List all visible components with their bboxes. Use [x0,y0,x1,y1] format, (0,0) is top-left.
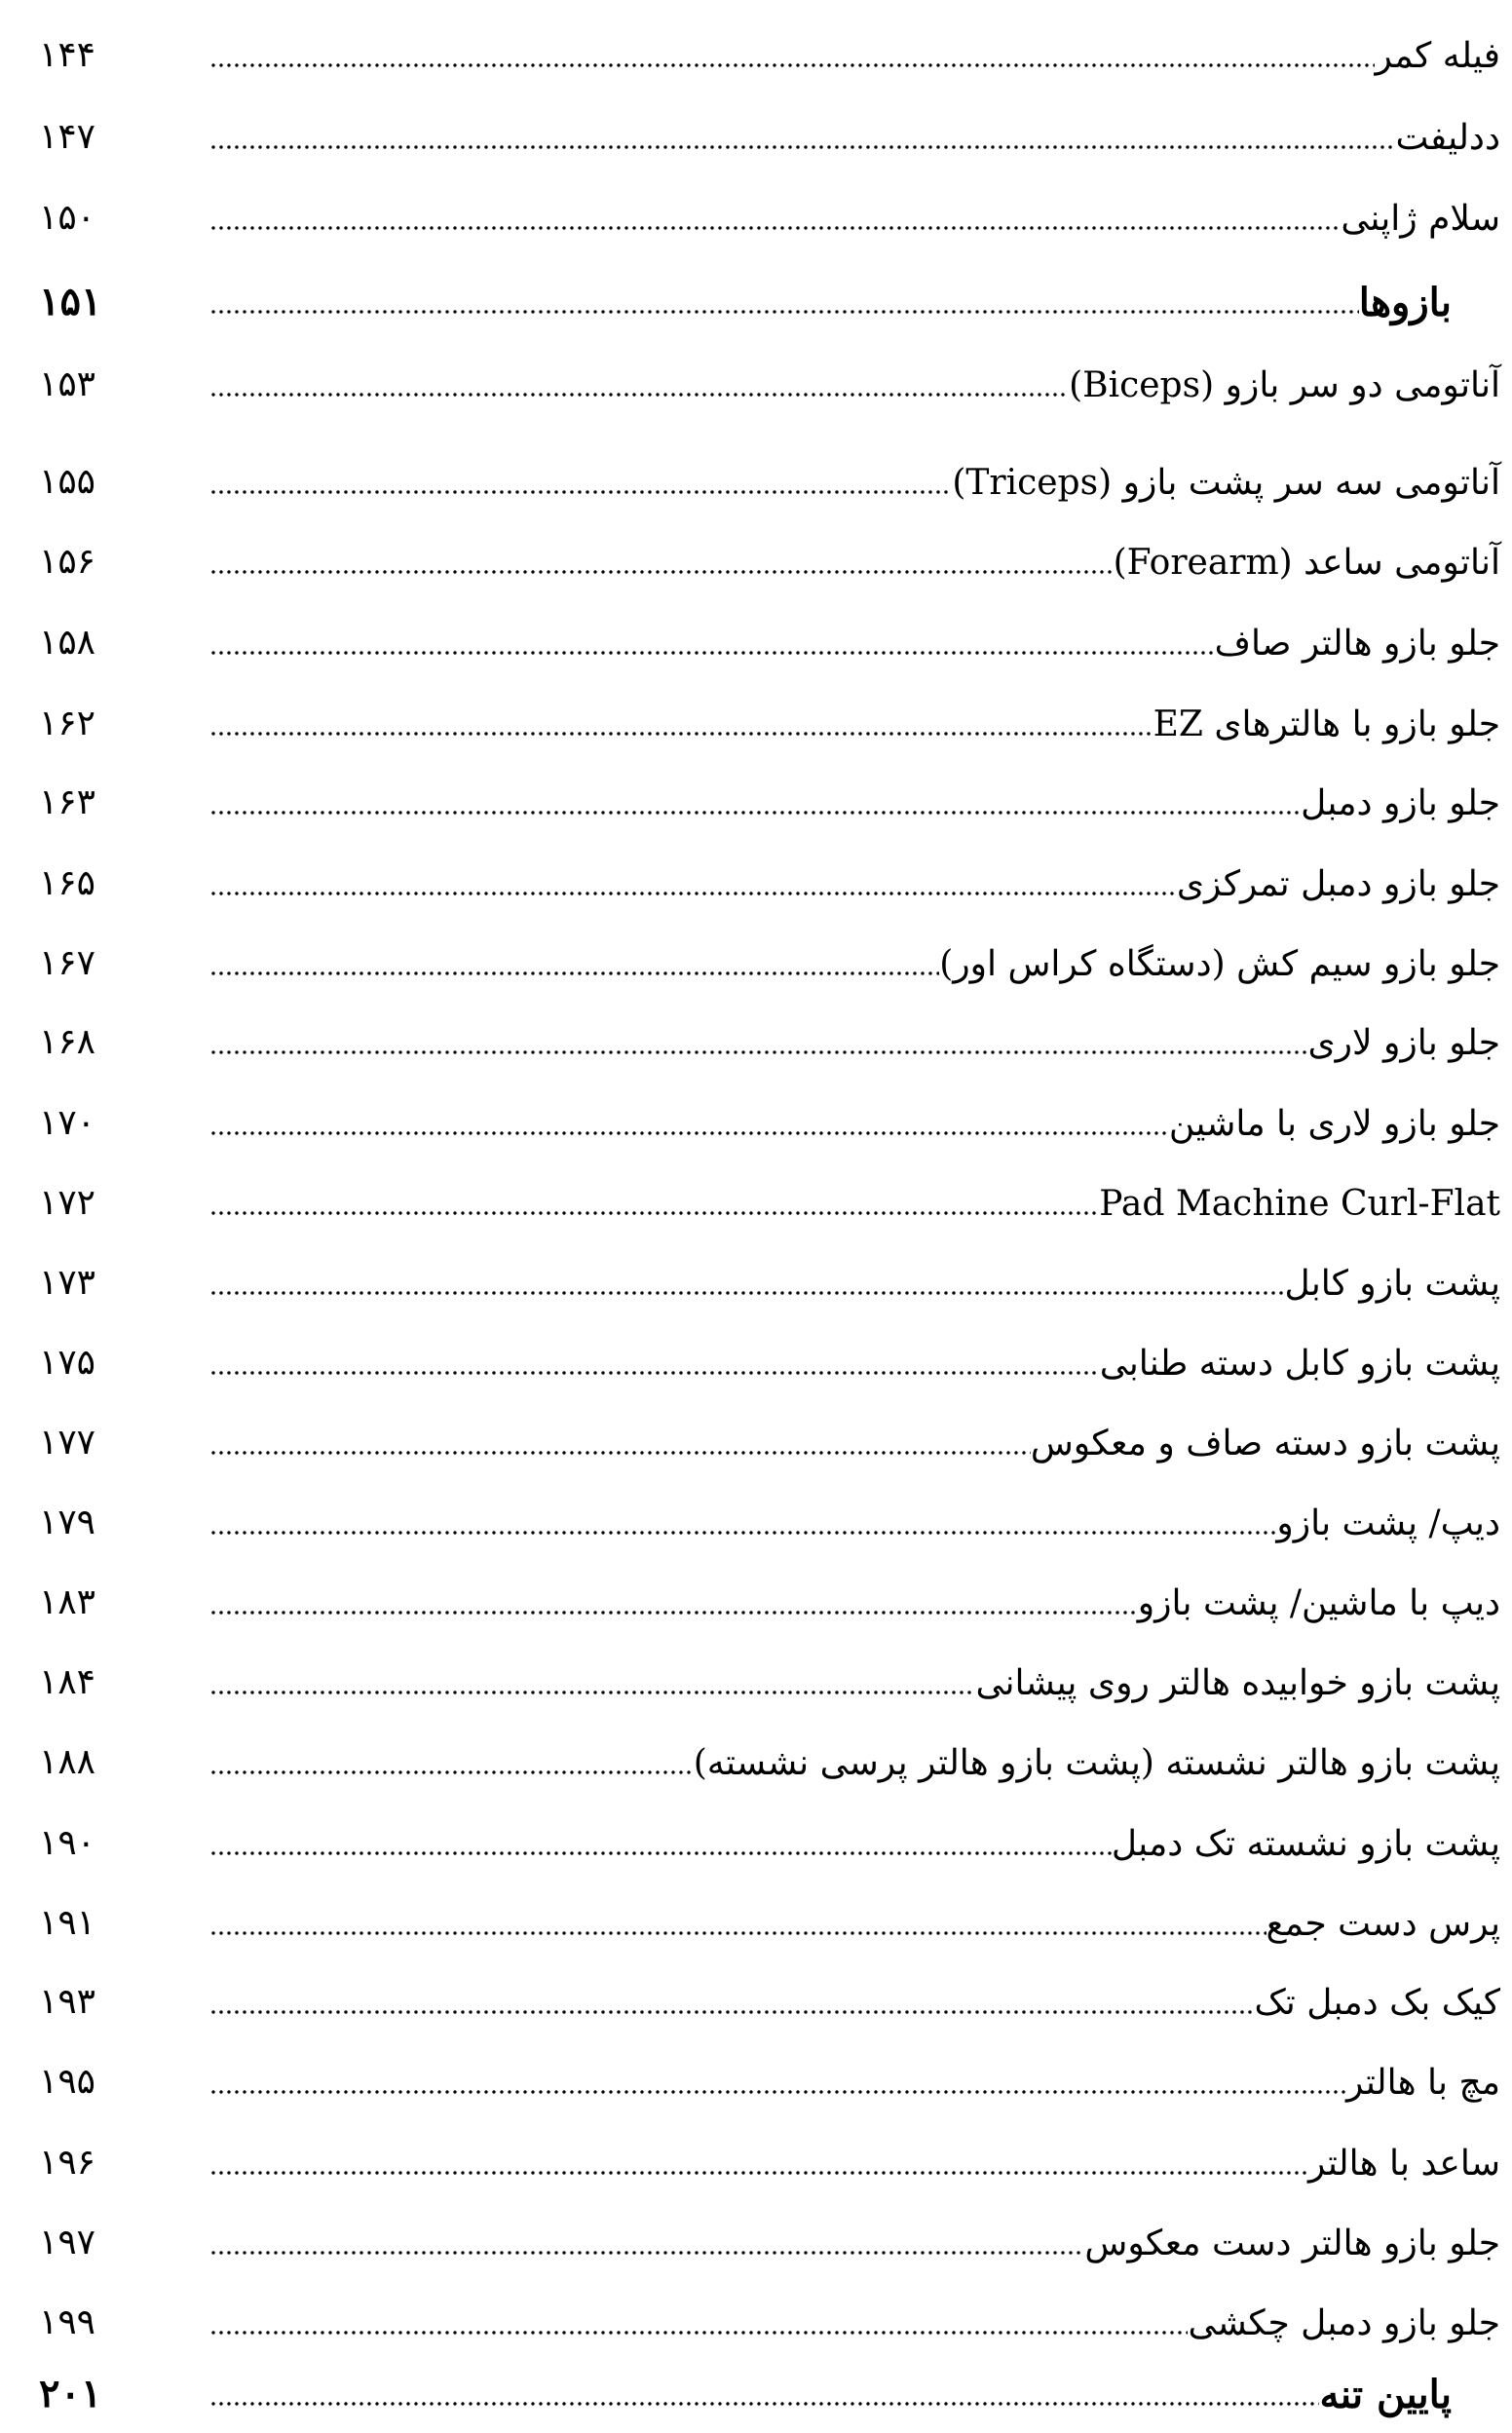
entry-title: جلو بازو هالتر دست معکوس [1084,2223,1500,2263]
dot-leader [209,568,1114,576]
dot-leader [209,1849,1112,1857]
dot-leader [209,391,1069,399]
dot-leader [209,1689,975,1696]
entry-title: پشت بازو کابل [1284,1263,1500,1304]
toc-entry [0,2043,1512,2121]
dot-leader [209,730,1153,738]
entry-title: آناتومی سه سر پشت بازو (Triceps) [952,462,1500,503]
dot-leader [209,1529,1276,1537]
toc-entry [0,1084,1512,1162]
page-number: ۱۵۸ [39,623,96,663]
entry-title: پشت بازو خوابیده هالتر روی پیشانی [975,1662,1500,1703]
page-number: ۱۷۹ [39,1502,96,1542]
toc-entry [0,1244,1512,1322]
page-number: ۱۹۳ [39,1982,96,2022]
page-number: ۱۹۰ [39,1823,96,1863]
page-number: ۱۷۲ [39,1183,96,1223]
dot-leader [209,1929,1266,1937]
page-number: ۱۷۵ [39,1343,96,1383]
page-number: ۱۷۰ [39,1103,96,1143]
toc-entry [0,1724,1512,1802]
entry-title: جلو بازو دمبل تمرکزی [1176,863,1500,904]
toc-entry [0,685,1512,763]
page-number: ۱۸۳ [39,1582,96,1622]
section-title: بازوها [1358,279,1452,325]
entry-title: پشت بازو کابل دسته طنابی [1099,1343,1500,1384]
page-number: ۱۷۷ [39,1423,96,1463]
page-number: ۱۵۳ [39,364,96,404]
toc-entry [0,346,1512,424]
dot-leader [209,224,1341,232]
toc-entry [0,1805,1512,1882]
page-number: ۱۶۸ [39,1022,96,1062]
entry-title: پرس دست جمع [1266,1903,1500,1944]
dot-leader [209,2329,1188,2337]
page-number: ۱۹۱ [39,1903,96,1943]
dot-leader [209,61,1375,69]
toc-entry [0,1324,1512,1402]
entry-title: پشت بازو دسته صاف و معکوس [1030,1423,1500,1464]
page-number: ۱۵۵ [39,462,96,502]
dot-leader [209,809,1301,817]
dot-leader [209,488,952,496]
page-number: ۱۸۴ [39,1662,96,1702]
dot-leader [209,1449,1031,1457]
toc-section-heading [0,263,1512,341]
page-number: ۲۰۱ [39,2371,102,2416]
dot-leader [209,308,1359,316]
section-title: پایین تنه [1319,2371,1452,2417]
entry-title: سلام ژاپنی [1341,198,1500,239]
toc-entry [0,1484,1512,1562]
entry-title: پشت بازو نشسته تک دمبل [1111,1823,1500,1864]
page-number: ۱۶۵ [39,863,96,903]
entry-title: Pad Machine Curl-Flat [1099,1183,1500,1224]
entry-title: آناتومی دو سر بازو (Biceps) [1069,364,1500,405]
page-number: ۱۷۳ [39,1263,96,1303]
toc-entry [0,1404,1512,1482]
dot-leader [209,2008,1255,2016]
page-number: ۱۹۵ [39,2062,96,2102]
entry-title: آناتومی ساعد (Forearm) [1113,542,1500,583]
toc-entry [0,98,1512,176]
entry-title: ساعد با هالتر [1307,2143,1500,2184]
toc-entry [0,2204,1512,2282]
toc-entry [0,1564,1512,1642]
entry-title: مچ با هالتر [1345,2062,1500,2103]
toc-entry [0,1164,1512,1242]
dot-leader [209,1369,1100,1377]
toc-entry [0,925,1512,1003]
toc-entry [0,523,1512,601]
toc-entry [0,443,1512,521]
page-number: ۱۹۶ [39,2143,96,2183]
entry-title: ددلیفت [1395,117,1500,158]
toc-entry [0,1884,1512,1962]
toc-entry [0,17,1512,95]
entry-title: جلو بازو دمبل [1301,782,1500,823]
dot-leader [209,2400,1319,2408]
page-number: ۱۴۴ [39,35,96,75]
entry-title: فیله کمر [1375,35,1500,76]
toc-entry [0,2284,1512,2362]
dot-leader [209,1129,1169,1137]
dot-leader [209,2169,1308,2177]
page-number: ۱۵۱ [39,279,102,324]
toc-entry [0,1004,1512,1082]
dot-leader [209,1289,1284,1297]
toc-entry [0,845,1512,923]
dot-leader [209,1768,694,1776]
toc-entry [0,1963,1512,2041]
page-number: ۱۸۸ [39,1742,96,1782]
dot-leader [209,1609,1138,1616]
page-number: ۱۹۷ [39,2223,96,2262]
toc-entry [0,764,1512,842]
page-number: ۱۵۰ [39,198,96,238]
toc-entry [0,2124,1512,2202]
entry-title: جلو بازو سیم کش (دستگاه کراس اور) [939,943,1500,984]
entry-title: پشت بازو هالتر نشسته (پشت بازو هالتر پرسی نشسته) [693,1742,1500,1783]
toc-section-heading [0,2355,1512,2433]
dot-leader [209,1048,1307,1056]
toc-entry [0,179,1512,257]
toc-entry [0,604,1512,682]
page-number: ۱۶۲ [39,703,96,743]
toc-entry [0,1644,1512,1722]
dot-leader [209,1209,1099,1217]
dot-leader [209,890,1177,897]
page-number: ۱۹۹ [39,2302,96,2342]
dot-leader [209,649,1215,657]
entry-title: کیک بک دمبل تک [1254,1982,1500,2023]
dot-leader [209,2088,1346,2096]
page-number: ۱۶۳ [39,782,96,822]
entry-title: جلو بازو لاری [1307,1022,1500,1063]
entry-title: دیپ/ پشت بازو [1276,1502,1500,1543]
entry-title: جلو بازو با هالترهای EZ [1153,703,1500,744]
dot-leader [209,2249,1084,2257]
page-number: ۱۵۶ [39,542,96,582]
page-number: ۱۶۷ [39,943,96,983]
entry-title: جلو بازو لاری با ماشین [1168,1103,1500,1144]
entry-title: جلو بازو هالتر صاف [1214,623,1500,664]
dot-leader [209,969,939,977]
entry-title: دیپ با ماشین/ پشت بازو [1137,1582,1500,1623]
dot-leader [209,143,1396,151]
entry-title: جلو بازو دمبل چکشی [1188,2302,1500,2343]
page-number: ۱۴۷ [39,117,96,157]
